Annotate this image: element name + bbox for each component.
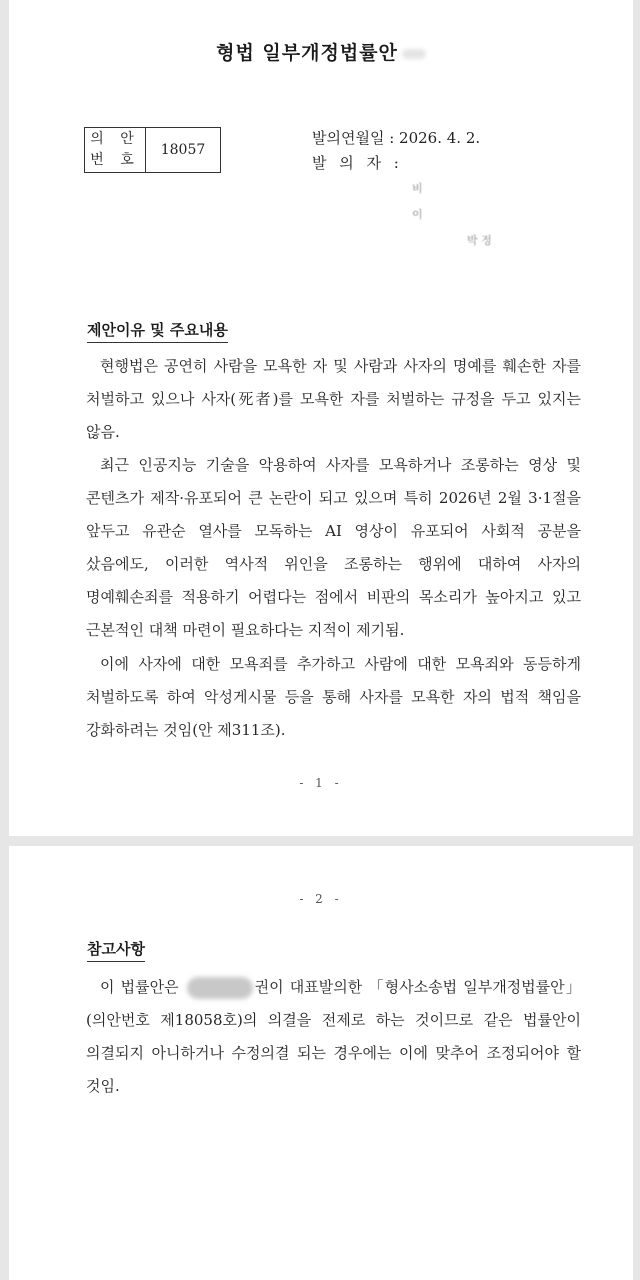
- title-smudge: [402, 49, 426, 59]
- bill-label-line2: 번 호: [90, 152, 140, 168]
- page-number-2: - 2 -: [299, 892, 343, 906]
- section-heading-reason: 제안이유 및 주요내용: [87, 319, 228, 343]
- bill-number-value: 18057: [146, 128, 221, 173]
- bill-title: 형법 일부개정법률안: [9, 38, 633, 65]
- paragraph-2: 최근 인공지능 기술을 악용하여 사자를 모욕하거나 조롱하는 영상 및 콘텐츠가 제작·유포되어 큰 논란이 되고 있으며 특히 2026년 2월 3·1절을 앞두고 유관순 열사를 모독하는 AI 영상이 유포되어 사회적 공분을 샀음에도, 이러한 역사적 위인을 조롱하는 행위에 대하여 사자의 명예훼손죄를 적용하기 어렵다는 점에서 비판의 목소리가 높아지고 있고 근본적인 대책 마련이 필요하다는 지적이 제기됨.: [86, 456, 581, 639]
- bill-label-line1: 의 안: [90, 131, 140, 147]
- proposal-date: 발의연월일 : 2026. 4. 2.: [312, 129, 481, 147]
- proposer-name-faint-3: 박 정: [467, 234, 492, 247]
- proposer-label: 발 의 자 :: [312, 154, 403, 172]
- proposer-name-faint-1: 비: [412, 182, 423, 195]
- page-number-1: - 1 -: [299, 776, 343, 790]
- reference-text-rest: 권이 대표발의한 「형사소송법 일부개정법률안」(의안번호 제18058호)의 의결을 전제로 하는 것이므로 같은 법률안이 의결되지 아니하거나 수정의결 되는 경우에는 이에 맞추어 조정되어야 할 것임.: [86, 978, 581, 1095]
- document-page-1: [9, 0, 633, 836]
- reference-paragraph: [86, 971, 581, 1103]
- paragraph-1: 현행법은 공연히 사람을 모욕한 자 및 사람과 사자의 명예를 훼손한 자를 처벌하고 있으나 사자(死者)를 모욕한 자를 처벌하는 규정을 두고 있지는 않음.: [86, 357, 581, 441]
- redacted-name: [187, 977, 253, 999]
- reference-text-start: 이 법률안은: [100, 978, 185, 996]
- paragraph-3: 이에 사자에 대한 모욕죄를 추가하고 사람에 대한 모욕죄와 동등하게 처벌하도록 하여 악성게시물 등을 통해 사자를 모욕한 자의 법적 책임을 강화하려는 것임(안 제311조).: [86, 655, 581, 739]
- bill-number-box: [84, 127, 221, 173]
- bill-number-label: [85, 128, 146, 173]
- proposer-name-faint-2: 이: [412, 208, 423, 221]
- document-page-2: [9, 846, 633, 1280]
- section-heading-reference: 참고사항: [87, 938, 145, 962]
